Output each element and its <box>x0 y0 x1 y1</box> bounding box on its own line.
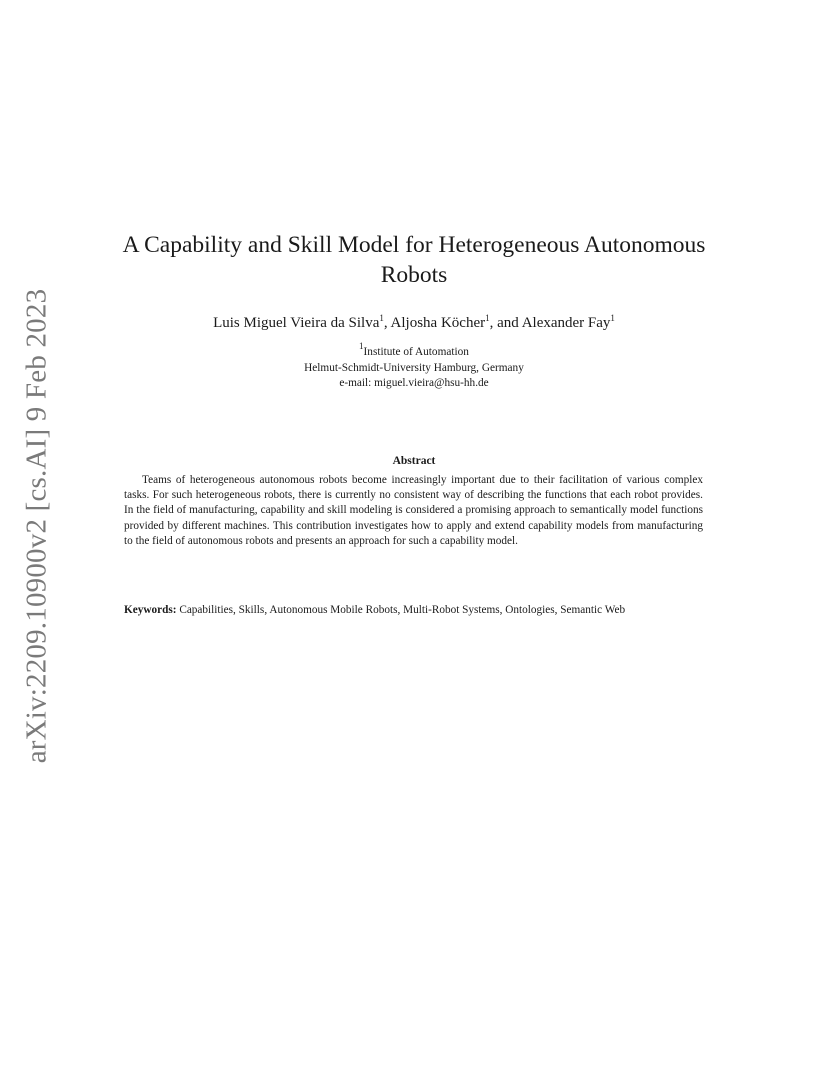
affiliation-mark: 1 <box>485 313 490 323</box>
abstract-text: Teams of heterogeneous autonomous robots become increasingly important due to their facilitation of various complex tasks. For such heterogeneous robots, there is currently no consistent way of describing the functions that each robot provides. In the field of manufacturing, capability and skill modeling is considered a promising approach to semantically model functions provided by different machines. This contribution investigates how to apply and extend capability models from manufacturing to the field of autonomous robots and presents an approach for such a capability model. <box>124 474 703 547</box>
abstract-heading: Abstract <box>392 455 436 467</box>
author-separator: , and <box>489 315 522 331</box>
institute-name: Institute of Automation <box>363 346 469 358</box>
author-name: Luis Miguel Vieira da Silva <box>213 315 380 331</box>
author-name: Alexander Fay <box>521 315 611 331</box>
affiliation-mark: 1 <box>379 313 384 323</box>
keywords-text: Capabilities, Skills, Autonomous Mobile Robots, Multi-Robot Systems, Ontologies, Semantic Web <box>179 604 626 616</box>
author-name: Aljosha Köcher <box>390 315 486 331</box>
contact-email: e-mail: miguel.vieira@hsu-hh.de <box>339 377 489 389</box>
author-separator: , <box>383 315 391 331</box>
paper-title: A Capability and Skill Model for Heterogeneous Autonomous Robots <box>122 232 706 288</box>
arxiv-stamp: arXiv:2209.10900v2 [cs.AI] 9 Feb 2023 <box>20 288 53 764</box>
affiliation-block <box>100 341 728 392</box>
university-name: Helmut-Schmidt-University Hamburg, Germany <box>304 361 524 374</box>
affiliation-mark: 1 <box>359 341 364 351</box>
affiliation-mark: 1 <box>610 313 615 323</box>
keywords-label: Keywords: <box>124 604 177 616</box>
author-list <box>100 314 728 332</box>
keywords <box>124 603 703 618</box>
